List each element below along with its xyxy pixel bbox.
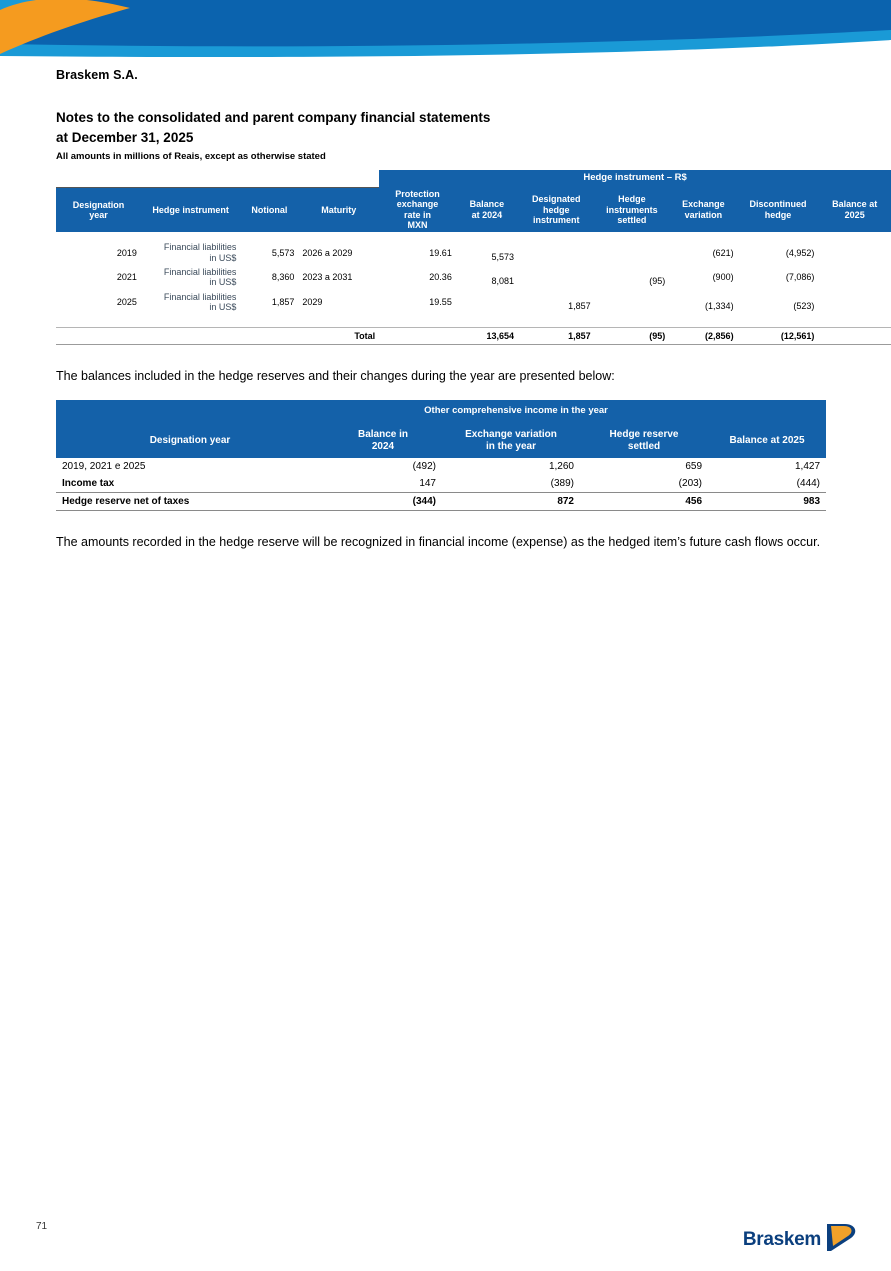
page-title <box>56 108 856 147</box>
col-discontinued-hedge: Discontinued hedge <box>738 187 819 232</box>
col-hedge-reserve-settled: Hedge reserve settled <box>580 423 708 458</box>
table-header-row <box>56 187 891 232</box>
col-protection-rate: Protection exchange rate in MXN <box>379 187 456 232</box>
cell-notional: 8,360 <box>271 272 295 283</box>
col-balance-2024: Balance at 2024 <box>456 187 518 232</box>
document-content <box>56 68 878 552</box>
hedge-group-header: Hedge instrument – R$ <box>379 170 891 187</box>
page-number: 71 <box>36 1221 48 1232</box>
col-designation-year: Designation year <box>56 187 141 232</box>
hedge-instrument-table <box>56 170 891 345</box>
table-net-row <box>56 493 826 511</box>
col-balance-2025: Balance at 2025 <box>818 187 891 232</box>
col-hedge-instrument: Hedge instrument <box>141 187 240 232</box>
cell-row-label: Income tax <box>56 475 324 493</box>
cell-balance-2024: 5,573 <box>491 251 514 262</box>
net-exchange-variation: 872 <box>442 493 580 511</box>
total-balance-2025 <box>818 328 891 345</box>
cell-hedge-instrument: Financial liabilities in US$ <box>163 267 237 288</box>
cell-designation-year: 2021 <box>116 272 137 283</box>
cell-balance-2024: 8,081 <box>491 276 514 287</box>
net-settled: 456 <box>580 493 708 511</box>
cell-balance-2025: 1,427 <box>795 461 821 473</box>
col-exchange-variation-year: Exchange variation in the year <box>442 423 580 458</box>
cell-designation-year: 2019 <box>116 247 137 258</box>
cell-maturity: 2023 a 2031 <box>302 272 353 283</box>
cell-designated: 1,857 <box>568 301 591 312</box>
page-subtitle: All amounts in millions of Reais, except as otherwise stated <box>56 151 326 163</box>
table-row <box>56 240 891 265</box>
col-maturity: Maturity <box>298 187 379 232</box>
cell-balance-2025: (444) <box>708 475 826 493</box>
cell-settled: (203) <box>580 475 708 493</box>
reserve-header-row <box>56 423 826 458</box>
col-designated-hedge-instrument: Designated hedge instrument <box>518 187 595 232</box>
col-hedge-instruments-settled: Hedge instruments settled <box>595 187 670 232</box>
cell-exchange-variation: (900) <box>712 272 734 283</box>
cell-designation-year: 2025 <box>116 297 137 308</box>
cell-hedge-instrument: Financial liabilities in US$ <box>163 291 237 313</box>
cell-settled <box>595 290 670 315</box>
cell-row-label: 2019, 2021 e 2025 <box>62 461 146 473</box>
table-row <box>56 290 891 315</box>
cell-designated <box>518 240 595 265</box>
reserve-group-header-row <box>56 400 826 423</box>
paragraph-future-cash-flows: The amounts recorded in the hedge reserve will be recognized in financial income (expense) as the hedged item’s future cash flows occur. <box>56 535 821 550</box>
cell-balance-2025 <box>818 265 891 290</box>
cell-maturity: 2029 <box>302 297 323 308</box>
cell-protection-rate: 19.61 <box>429 247 452 258</box>
table-total-row <box>56 328 891 345</box>
cell-settled: (95) <box>649 276 666 287</box>
cell-exchange-variation: (389) <box>442 475 580 493</box>
cell-notional: 1,857 <box>271 297 295 308</box>
braskem-logo <box>743 1222 859 1257</box>
hedge-reserve-table <box>56 400 826 511</box>
logo-text: Braskem <box>742 1228 821 1250</box>
cell-hedge-instrument: Financial liabilities in US$ <box>163 242 237 263</box>
cell-balance-2024: (492) <box>412 461 436 473</box>
net-label: Hedge reserve net of taxes <box>56 493 324 511</box>
table-row <box>56 458 826 475</box>
net-balance-2025: 983 <box>708 493 826 511</box>
cell-notional: 5,573 <box>271 247 295 258</box>
cell-settled: 659 <box>685 461 703 473</box>
cell-protection-rate: 19.55 <box>429 297 452 308</box>
cell-balance-2025 <box>818 240 891 265</box>
total-exchange-variation: (2,856) <box>669 328 737 345</box>
cell-designated <box>518 265 595 290</box>
total-discontinued: (12,561) <box>738 328 819 345</box>
col-balance-in-2024: Balance in 2024 <box>324 423 442 458</box>
total-designated: 1,857 <box>518 328 595 345</box>
col-designation-year: Designation year <box>56 423 324 458</box>
net-balance-2024: (344) <box>324 493 442 511</box>
cell-settled <box>595 240 670 265</box>
cell-maturity: 2026 a 2029 <box>302 247 353 258</box>
cell-protection-rate: 20.36 <box>429 272 452 283</box>
cell-exchange-variation: 1,260 <box>548 461 574 473</box>
header-banner <box>0 0 891 72</box>
col-exchange-variation: Exchange variation <box>669 187 737 232</box>
cell-exchange-variation: (621) <box>712 247 734 258</box>
table-row <box>56 475 826 493</box>
cell-discontinued: (7,086) <box>785 272 815 283</box>
cell-exchange-variation: (1,334) <box>705 301 734 312</box>
table-row <box>56 265 891 290</box>
cell-discontinued: (4,952) <box>785 247 815 258</box>
paragraph-hedge-reserves: The balances included in the hedge reserves and their changes during the year are presented below: <box>56 369 615 384</box>
logo-mark-icon <box>825 1222 859 1257</box>
reserve-group-header: Other comprehensive income in the year <box>324 400 708 423</box>
table-spacer-row <box>56 314 891 328</box>
cell-discontinued: (523) <box>793 301 815 312</box>
cell-balance-2024 <box>456 290 518 315</box>
page-title-line1: Notes to the consolidated and parent company financial statements <box>56 110 491 125</box>
table-group-header-row <box>56 170 891 187</box>
total-settled: (95) <box>595 328 670 345</box>
page-title-line2: at December 31, 2025 <box>56 129 194 145</box>
company-name: Braskem S.A. <box>56 68 138 82</box>
col-notional: Notional <box>240 187 298 232</box>
cell-balance-2025 <box>818 290 891 315</box>
total-balance-2024: 13,654 <box>456 328 518 345</box>
cell-balance-2024: 147 <box>324 475 442 493</box>
total-label: Total <box>298 328 379 345</box>
col-balance-at-2025: Balance at 2025 <box>708 423 826 458</box>
